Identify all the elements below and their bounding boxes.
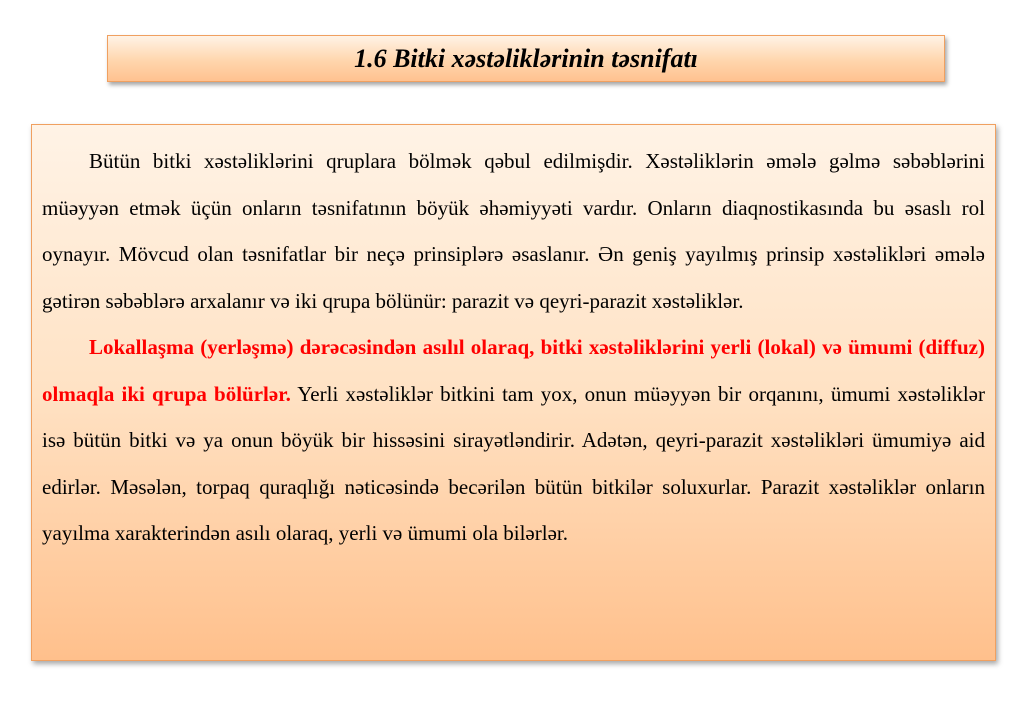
slide-title: 1.6 Bitki xəstəliklərinin təsnifatı — [354, 43, 698, 73]
paragraph-intro: Bütün bitki xəstəliklərini qruplara bölmək qəbul edilmişdir. Xəstəliklərin əmələ gəlmə səbəblərini müəyyən etmək üçün onların təsnifatının böyük əhəmiyyəti vardır. Onların diaqnostikasında bu əsaslı rol oynayır. Mövcud olan təsnifatlar bir neçə prinsiplərə əsaslanır. Ən geniş yayılmış prinsip xəstəlikləri əmələ gətirən səbəblərə arxalanır və iki qrupa bölünür: parazit və qeyri-parazit xəstəliklər. — [42, 149, 985, 313]
title-box — [107, 35, 945, 82]
paragraph-localization — [42, 324, 985, 557]
content-box — [31, 124, 996, 661]
paragraph-localization-rest: Yerli xəstəliklər bitkini tam yox, onun müəyyən bir orqanını, ümumi xəstəliklər isə bütün bitki və ya onun böyük bir hissəsini sirayətləndirir. Adətən, qeyri-parazit xəstəlikləri ümumiyə aid edirlər. Məsələn, torpaq quraqlığı nəticəsində becərilən bütün bitkilər soluxurlar. Parazit xəstəliklər onların yayılma xarakterindən asılı olaraq, yerli və ümumi ola bilərlər. — [42, 381, 985, 545]
highlighted-sentence: Lokallaşma (yerləşmə) dərəcəsindən asılıl olaraq, bitki xəstəliklərini yerli (lokal) və ümumi (diffuz) olmaqla iki qrupa bölürlər. — [42, 335, 985, 406]
